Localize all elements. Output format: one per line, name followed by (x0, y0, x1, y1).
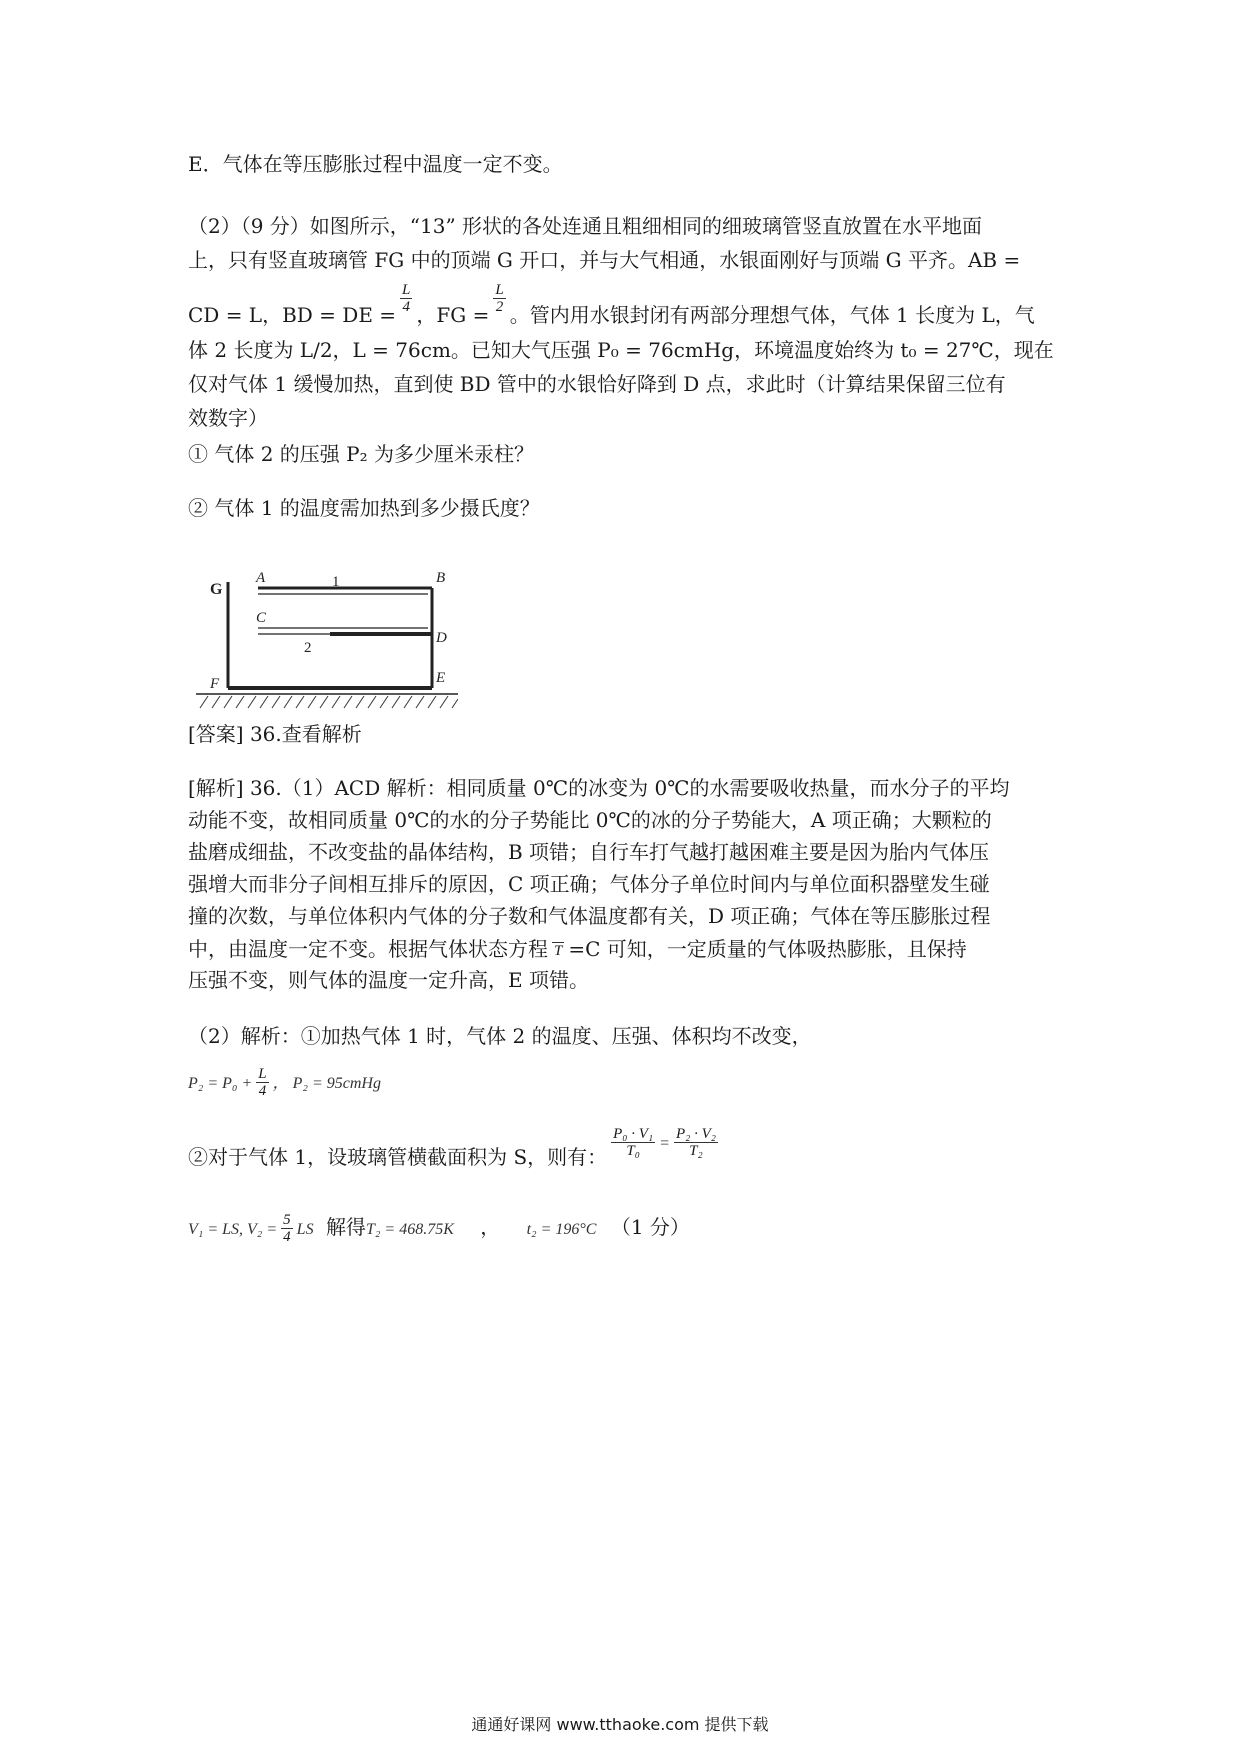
fraction-eq-right: $\frac{\text{P₂ · V₂}}{\text{T₂}}$ (675, 1126, 716, 1159)
tube-diagram (196, 568, 458, 710)
label-g: G (210, 581, 223, 598)
label-gas-1: 1 (332, 574, 340, 590)
result-line: V₁ = LS, V₂ = $\frac{5}{4}$ LS 解得T₂ = 468.75K ， t₂ = 196°C （1 分） (188, 1212, 690, 1245)
analysis-line: 撞的次数，与单位体积内气体的分子数和气体温度都有关，D 项正确；气体在等压膨胀过程 (188, 904, 991, 928)
analysis-line: 盐磨成细盐，不改变盐的晶体结构，B 项错；自行车打气越打越困难主要是因为胎内气体压 (188, 840, 990, 864)
label-f: F (210, 676, 220, 692)
q2-text-line: 体 2 长度为 L/2，L = 76cm。已知大气压强 P₀ = 76cmHg，环境温度始终为 t₀ = 27℃，现在 (188, 338, 1054, 362)
analysis-line: 压强不变，则气体的温度一定升高，E 项错。 (188, 968, 589, 992)
fraction-l-over-4: $\frac{L}{4}$ (402, 282, 411, 315)
label-c: C (256, 610, 267, 626)
answer-line: [答案] 36.查看解析 (188, 722, 362, 746)
q2-text-line: 效数字） (188, 406, 268, 430)
fraction-l-over-4-b: $\frac{L}{4}$ (258, 1066, 267, 1099)
q2-text-line: 上，只有竖直玻璃管 FG 中的顶端 G 开口，并与大气相通，水银面刚好与顶端 G 平齐。AB = (188, 248, 1021, 272)
analysis-part2: （2）解析：①加热气体 1 时，气体 2 的温度、压强、体积均不改变， (188, 1024, 812, 1048)
label-d: D (436, 630, 447, 646)
option-e: E．气体在等压膨胀过程中温度一定不变。 (188, 152, 563, 176)
analysis-part2: ②对于气体 1，设玻璃管横截面积为 S，则有： $\frac{\text{P₀ · V₁}}{\text{T₀}}$ = $\frac{\text{P₂ · V₂}}{\text{T₂}}$ (188, 1126, 716, 1169)
analysis-line: 动能不变，故相同质量 0℃的水的分子势能比 0℃的冰的分子势能大，A 项正确；大颗粒的 (188, 808, 992, 832)
page-footer: 通通好课网 www.tthaoke.com 提供下载 (471, 1715, 769, 1734)
label-a: A (256, 570, 266, 586)
analysis-line: 强增大而非分子间相互排斥的原因，C 项正确；气体分子单位时间内与单位面积器壁发生碰 (188, 872, 990, 896)
analysis-line: [解析] 36.（1）ACD 解析：相同质量 0℃的冰变为 0℃的水需要吸收热量，而水分子的平均 (188, 776, 1010, 800)
fraction-5-over-4: $\frac{5}{4}$ (283, 1212, 291, 1245)
label-b: B (436, 570, 446, 586)
fraction-state-equation: T (552, 926, 564, 959)
sub-question-2: ② 气体 1 的温度需加热到多少摄氏度？ (188, 496, 540, 520)
label-e: E (436, 670, 446, 686)
q2-text-line: （2）（9 分）如图所示，“13” 形状的各处连通且粗细相同的细玻璃管竖直放置在水平地面 (188, 214, 983, 238)
fraction-l-over-2: $\frac{L}{2}$ (495, 282, 504, 315)
label-gas-2: 2 (304, 640, 312, 656)
analysis-line: 中，由温度一定不变。根据气体状态方程 T =C 可知，一定质量的气体吸热膨胀，且保持 (188, 934, 967, 967)
equation-p2: P₂ = P₀ + $\frac{L}{4}$ ， P₂ = 95cmHg (188, 1066, 381, 1099)
q2-text-line: 仅对气体 1 缓慢加热，直到使 BD 管中的水银恰好降到 D 点，求此时（计算结果保留三位有 (188, 372, 1006, 396)
sub-question-1: ① 气体 2 的压强 P₂ 为多少厘米汞柱？ (188, 442, 534, 466)
q2-text-line: CD = L，BD = DE = $\frac{L}{4}$ ，FG = $\frac{L}{2}$ 。管内用水银封闭有两部分理想气体，气体 1 长度为 L，气 (188, 282, 1035, 327)
fraction-eq-left: $\frac{\text{P₀ · V₁}}{\text{T₀}}$ (613, 1126, 654, 1159)
